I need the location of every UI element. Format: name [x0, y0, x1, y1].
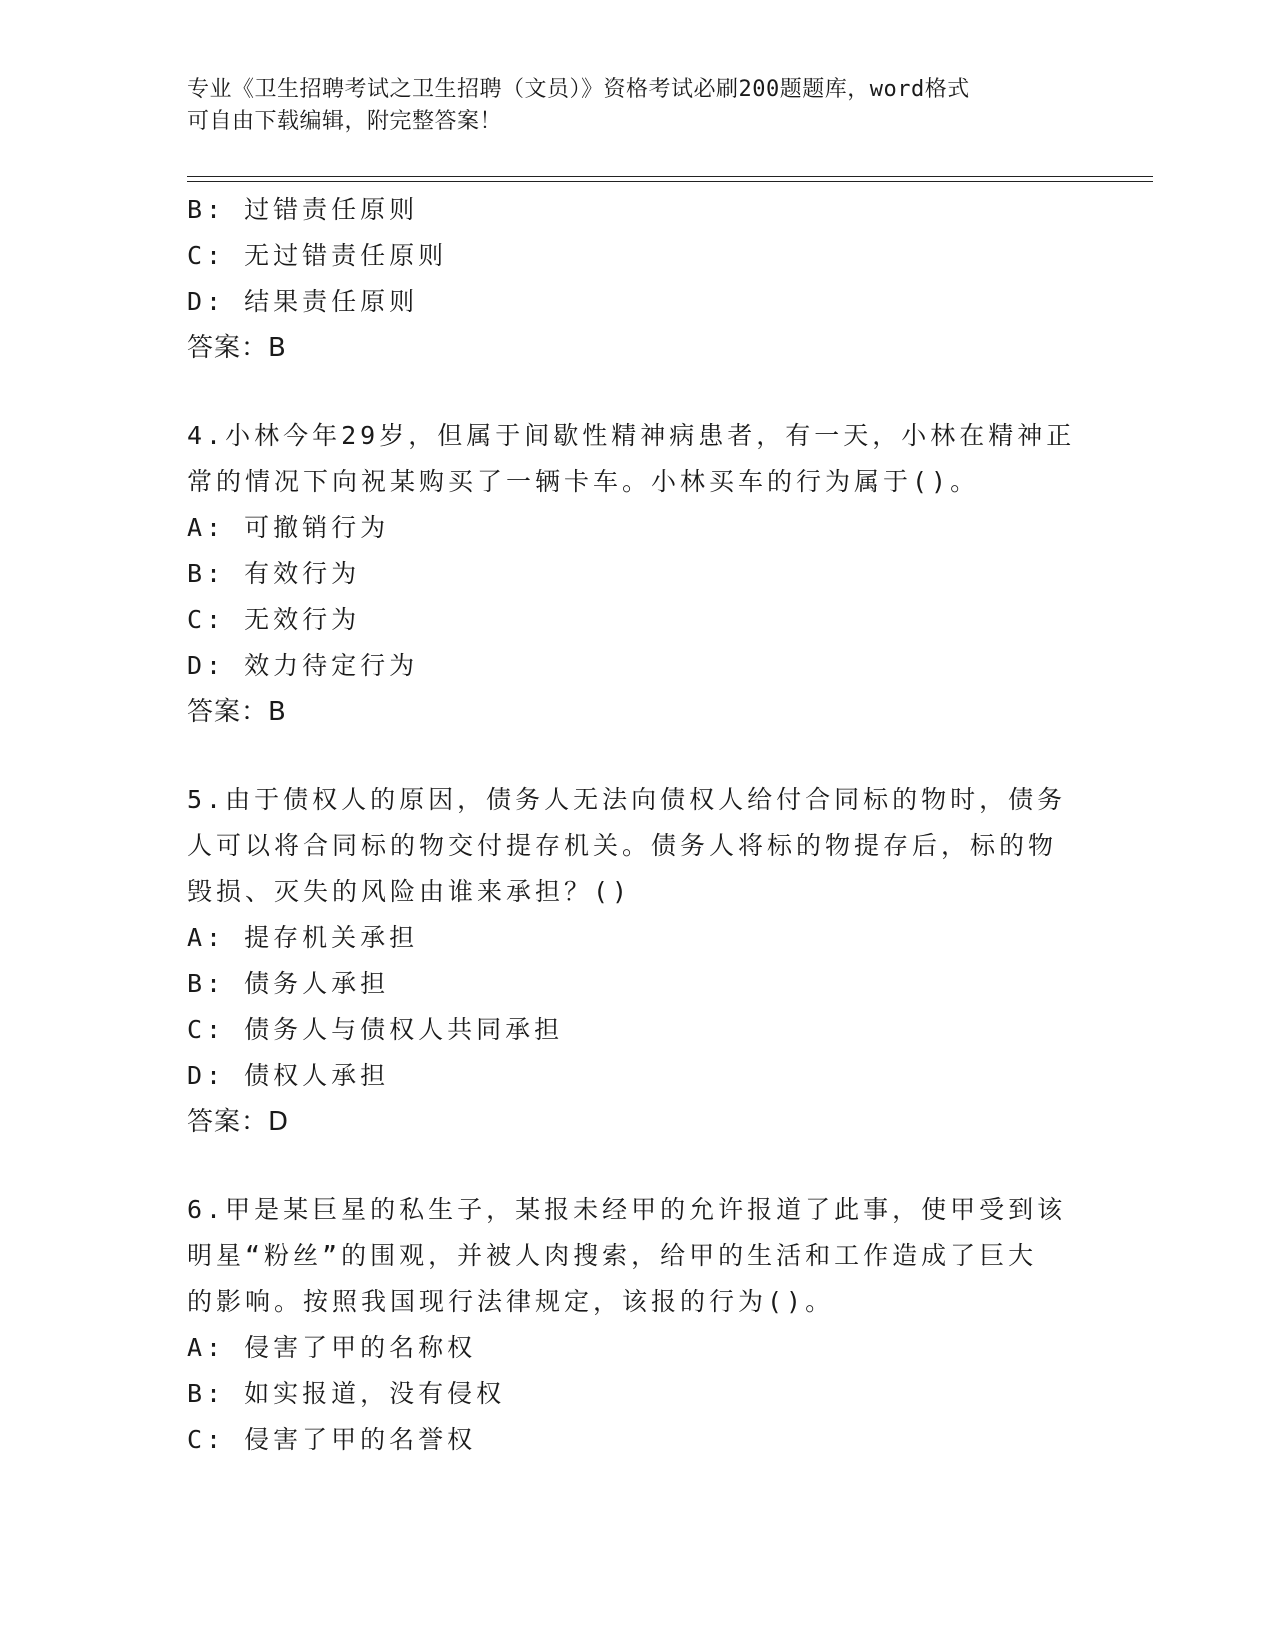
question-3-continued [187, 187, 1087, 371]
question-stem-line: 常的情况下向祝某购买了一辆卡车。小林买车的行为属于()。 [187, 467, 980, 496]
question-5 [187, 777, 1087, 1145]
question-stem-line: 明星“粉丝”的围观，并被人肉搜索，给甲的生活和工作造成了巨大 [187, 1241, 1038, 1270]
option-b: B: 过错责任原则 [187, 195, 419, 224]
question-stem-line: 的影响。按照我国现行法律规定，该报的行为()。 [187, 1287, 835, 1316]
answer-line: 答案：B [187, 697, 287, 727]
question-stem-line: 4.小林今年29岁，但属于间歇性精神病患者，有一天，小林在精神正 [187, 421, 1076, 450]
option-b: B: 有效行为 [187, 559, 361, 588]
option-d: D: 结果责任原则 [187, 287, 419, 316]
option-c: C: 无过错责任原则 [187, 241, 448, 270]
answer-line: 答案：B [187, 333, 287, 363]
document-header [187, 74, 1087, 138]
option-c: C: 无效行为 [187, 605, 361, 634]
option-d: D: 债权人承担 [187, 1061, 390, 1090]
header-title-line-2: 可自由下载编辑，附完整答案！ [187, 109, 503, 134]
question-6 [187, 1187, 1087, 1463]
question-stem-line: 6.甲是某巨星的私生子，某报未经甲的允许报道了此事，使甲受到该 [187, 1195, 1067, 1224]
spacer [187, 371, 1087, 413]
question-stem-line: 毁损、灭失的风险由谁来承担？() [187, 877, 632, 906]
question-4 [187, 413, 1087, 735]
option-c: C: 债务人与债权人共同承担 [187, 1015, 564, 1044]
header-title-line-1: 专业《卫生招聘考试之卫生招聘（文员）》资格考试必刷200题题库，word格式 [187, 77, 970, 102]
option-a: A: 可撤销行为 [187, 513, 390, 542]
option-a: A: 提存机关承担 [187, 923, 419, 952]
option-d: D: 效力待定行为 [187, 651, 419, 680]
header-divider-bottom [187, 181, 1153, 182]
option-c: C: 侵害了甲的名誉权 [187, 1425, 477, 1454]
answer-line: 答案：D [187, 1107, 290, 1137]
question-stem-line: 人可以将合同标的物交付提存机关。债务人将标的物提存后，标的物 [187, 831, 1058, 860]
question-stem-line: 5.由于债权人的原因，债务人无法向债权人给付合同标的物时，债务 [187, 785, 1067, 814]
spacer [187, 1145, 1087, 1187]
option-a: A: 侵害了甲的名称权 [187, 1333, 477, 1362]
question-list [187, 187, 1087, 1463]
header-divider-top [187, 176, 1153, 177]
option-b: B: 如实报道，没有侵权 [187, 1379, 506, 1408]
option-b: B: 债务人承担 [187, 969, 390, 998]
spacer [187, 735, 1087, 777]
